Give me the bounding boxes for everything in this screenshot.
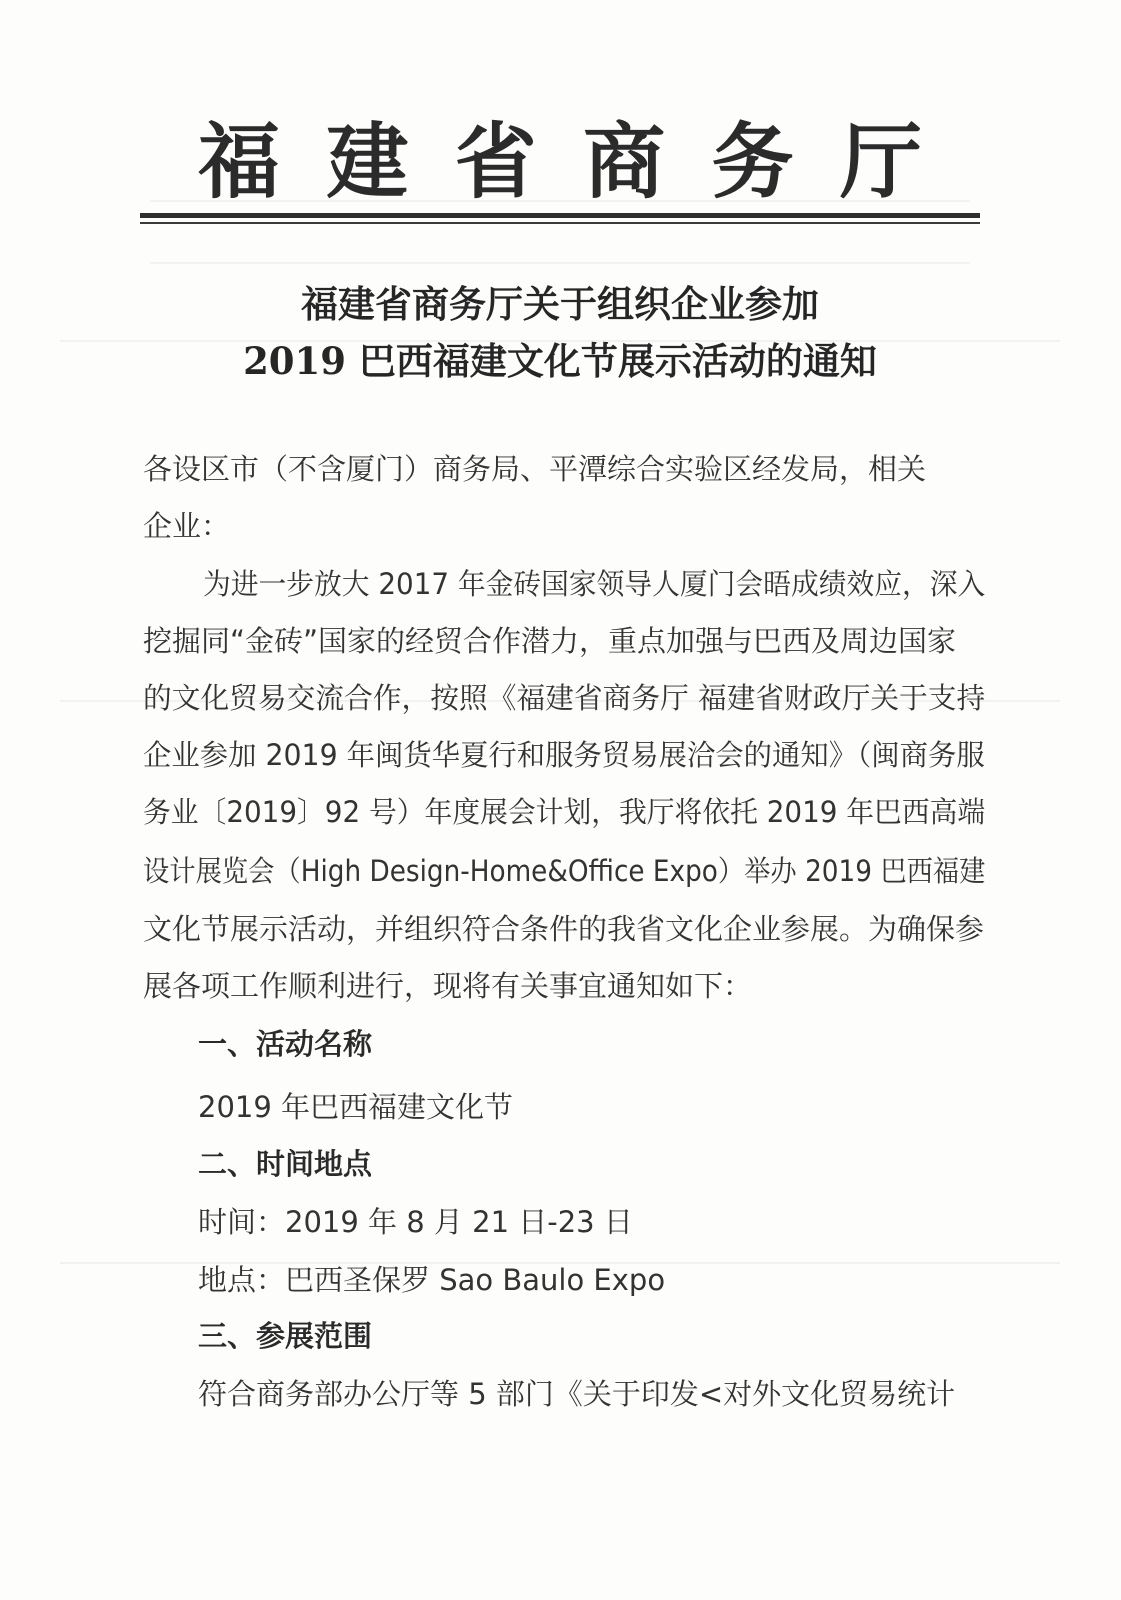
activity-name-text: 2019 年巴西福建文化节 (198, 1090, 514, 1124)
event-time-text: 时间：2019 年 8 月 21 日-23 日 (198, 1205, 633, 1239)
letterhead-char: 省 (454, 114, 537, 210)
salutation-line-1 (143, 452, 971, 486)
paragraph-line: 设计展览会（High Design-Home&Office Expo）举办 2019 巴西福建 (143, 854, 986, 888)
letterhead-rule-thin (140, 222, 980, 224)
section-heading-activity-name: 一、活动名称 (198, 1027, 373, 1061)
letterhead-char: 务 (711, 114, 794, 210)
section-heading-scope: 三、参展范围 (198, 1319, 373, 1353)
event-place-text: 地点：巴西圣保罗 Sao Baulo Expo (198, 1263, 666, 1297)
document-title-line-1: 福建省商务厅关于组织企业参加 (301, 282, 819, 326)
letterhead-char: 厅 (839, 114, 922, 210)
letterhead-rule-thick (140, 213, 980, 218)
paragraph-line: 务业〔2019〕92 号）年度展会计划，我厅将依托 2019 年巴西高端 (143, 795, 986, 829)
paragraph-line: 文化节展示活动，并组织符合条件的我省文化企业参展。为确保参 (143, 912, 985, 946)
paragraph-line: 为进一步放大 2017 年金砖国家领导人厦门会晤成绩效应，深入 (203, 567, 986, 601)
letterhead-char: 建 (326, 114, 409, 210)
letterhead-char: 福 (198, 114, 281, 210)
document-title-line-2: 2019 巴西福建文化节展示活动的通知 (243, 339, 877, 383)
section-heading-time-place: 二、时间地点 (198, 1147, 373, 1181)
letterhead (140, 112, 980, 212)
show-through-line (150, 262, 970, 264)
paragraph-line: 的文化贸易交流合作，按照《福建省商务厅 福建省财政厅关于支持 (143, 681, 986, 715)
salutation-text: 各设区市（不含厦门）商务局、平潭综合实验区经发局，相关 (143, 452, 927, 486)
paragraph-line: 挖掘同“金砖”国家的经贸合作潜力，重点加强与巴西及周边国家 (143, 624, 957, 658)
paragraph-line: 展各项工作顺利进行，现将有关事宜通知如下： (143, 969, 753, 1003)
salutation-line-2: 企业： (143, 509, 231, 543)
scope-text: 符合商务部办公厅等 5 部门《关于印发<对外文化贸易统计 (198, 1377, 956, 1411)
letterhead-char: 商 (583, 114, 666, 210)
paragraph-line: 企业参加 2019 年闽货华夏行和服务贸易展洽会的通知》（闽商务服 (143, 738, 985, 772)
